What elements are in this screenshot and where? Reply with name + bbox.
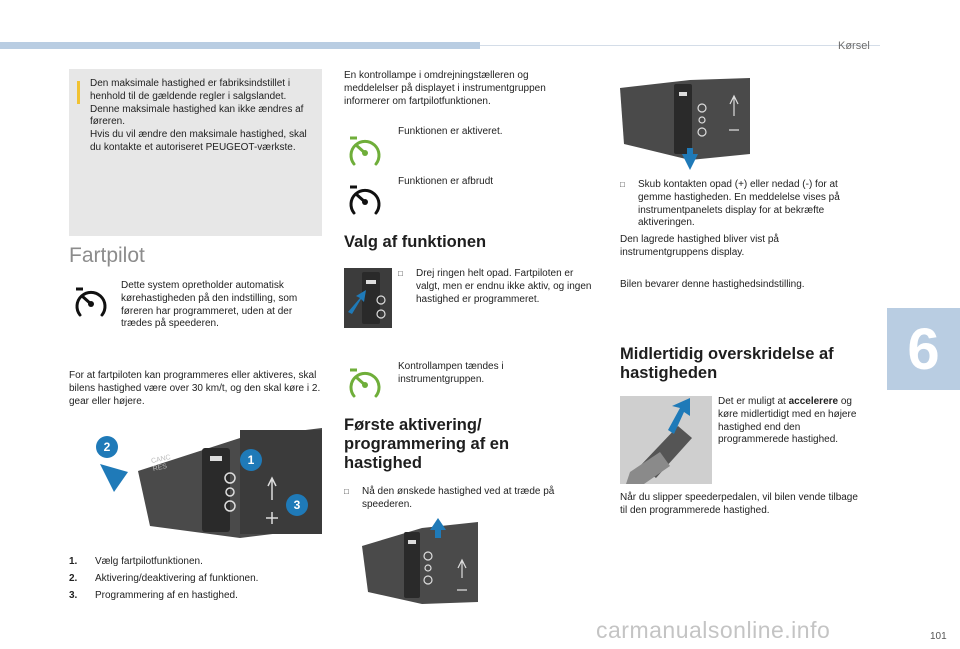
watermark: carmanualsonline.info <box>596 617 831 643</box>
bullet-marker-icon: □ <box>620 180 625 189</box>
lever-push-illustration <box>620 74 750 172</box>
info-text: Den maksimale hastighed er fabriksindstillet i henhold til de gældende regler i salgslandet. Denne maksimale hastighed kan ikke ændres af føreren. Hvis du vil ændre den maksimale hastighed, skal du kontakte et autoriseret PEUGEOT-værkste. <box>90 78 307 153</box>
stored-text: Den lagrede hastighed bliver vist på instrumentgruppens display. <box>620 234 779 258</box>
chapter-tab: 6 <box>887 308 960 390</box>
release-text: Når du slipper speederpedalen, vil bilen vende tilbage til den programmerede hastighed. <box>620 492 858 516</box>
lamp-lit-text: Kontrollampen tændes i instrumentgruppen. <box>398 361 504 385</box>
info-box <box>69 69 322 236</box>
lamp-intro: En kontrollampe i omdrejningstælleren og meddelelser på displayet i instrumentgruppen informerer om fartpilotfunktionen. <box>344 70 546 107</box>
accelerator-pedal-photo <box>620 396 712 484</box>
section-title-fartpilot: Fartpilot <box>69 244 145 267</box>
retained-text: Bilen bevarer denne hastighedsindstilling. <box>620 279 805 290</box>
cruise-lit-lamp-icon <box>346 366 384 400</box>
heading-midlertidig: Midlertidig overskridelse af hastigheden <box>620 345 834 382</box>
header-rule <box>480 45 880 46</box>
heading-valg: Valg af funktionen <box>344 233 487 251</box>
cruise-lever-illustration <box>100 426 322 552</box>
list-item: 1. Vælg fartpilotfunktionen. <box>69 556 203 567</box>
ring-illustration <box>344 268 392 328</box>
forste-bullet: □ Nå den ønskede hastighed ved at træde på speederen. <box>344 486 555 510</box>
cruise-control-icon <box>72 285 110 319</box>
header-bar <box>0 42 480 49</box>
list-item: 3. Programmering af en hastighed. <box>69 590 238 601</box>
fartpilot-condition: For at fartpiloten kan programmeres eller aktiveres, skal bilens hastighed være over 30 km/t, og den skal køre i 2. gear eller højere. <box>69 370 321 407</box>
lever-up-illustration <box>362 516 478 608</box>
bullet-marker-icon: □ <box>398 269 403 278</box>
section-label: Kørsel <box>838 40 870 52</box>
fartpilot-intro: Dette system opretholder automatisk kørehastigheden på den indstilling, som føreren har programmeret, uden at der trædes på speederen. <box>121 280 298 330</box>
info-icon <box>77 81 80 104</box>
steps-list <box>69 553 324 604</box>
lamp-on-text: Funktionen er aktiveret. <box>398 126 503 137</box>
valg-bullet: □ Drej ringen helt opad. Fartpiloten er valgt, men er endnu ikke aktiv, og ingen hastighed er programmeret. <box>398 268 592 305</box>
lamp-off-text: Funktionen er afbrudt <box>398 176 494 187</box>
bullet-marker-icon: □ <box>344 487 349 496</box>
cruise-active-lamp-icon <box>346 134 384 168</box>
push-bullet: □ Skub kontakten opad (+) eller nedad (-) for at gemme hastigheden. En meddelelse vises på instrumentpanelets display for at bekræfte aktiveringen. <box>620 179 840 229</box>
accelerate-text: Det er muligt at accelerere og køre midlertidigt med en højere hastighed end den programmerede hastighed. <box>718 396 857 446</box>
list-item: 2. Aktivering/deaktivering af funktionen. <box>69 573 259 584</box>
page-number: 101 <box>930 631 947 642</box>
callout-3: 3 <box>286 494 308 516</box>
callout-1: 1 <box>240 449 262 471</box>
heading-forste: Første aktivering/ programmering af en hastighed <box>344 416 510 472</box>
lever-label: CANC RES <box>150 454 172 473</box>
cruise-off-lamp-icon <box>346 183 384 217</box>
callout-2: 2 <box>96 436 118 458</box>
